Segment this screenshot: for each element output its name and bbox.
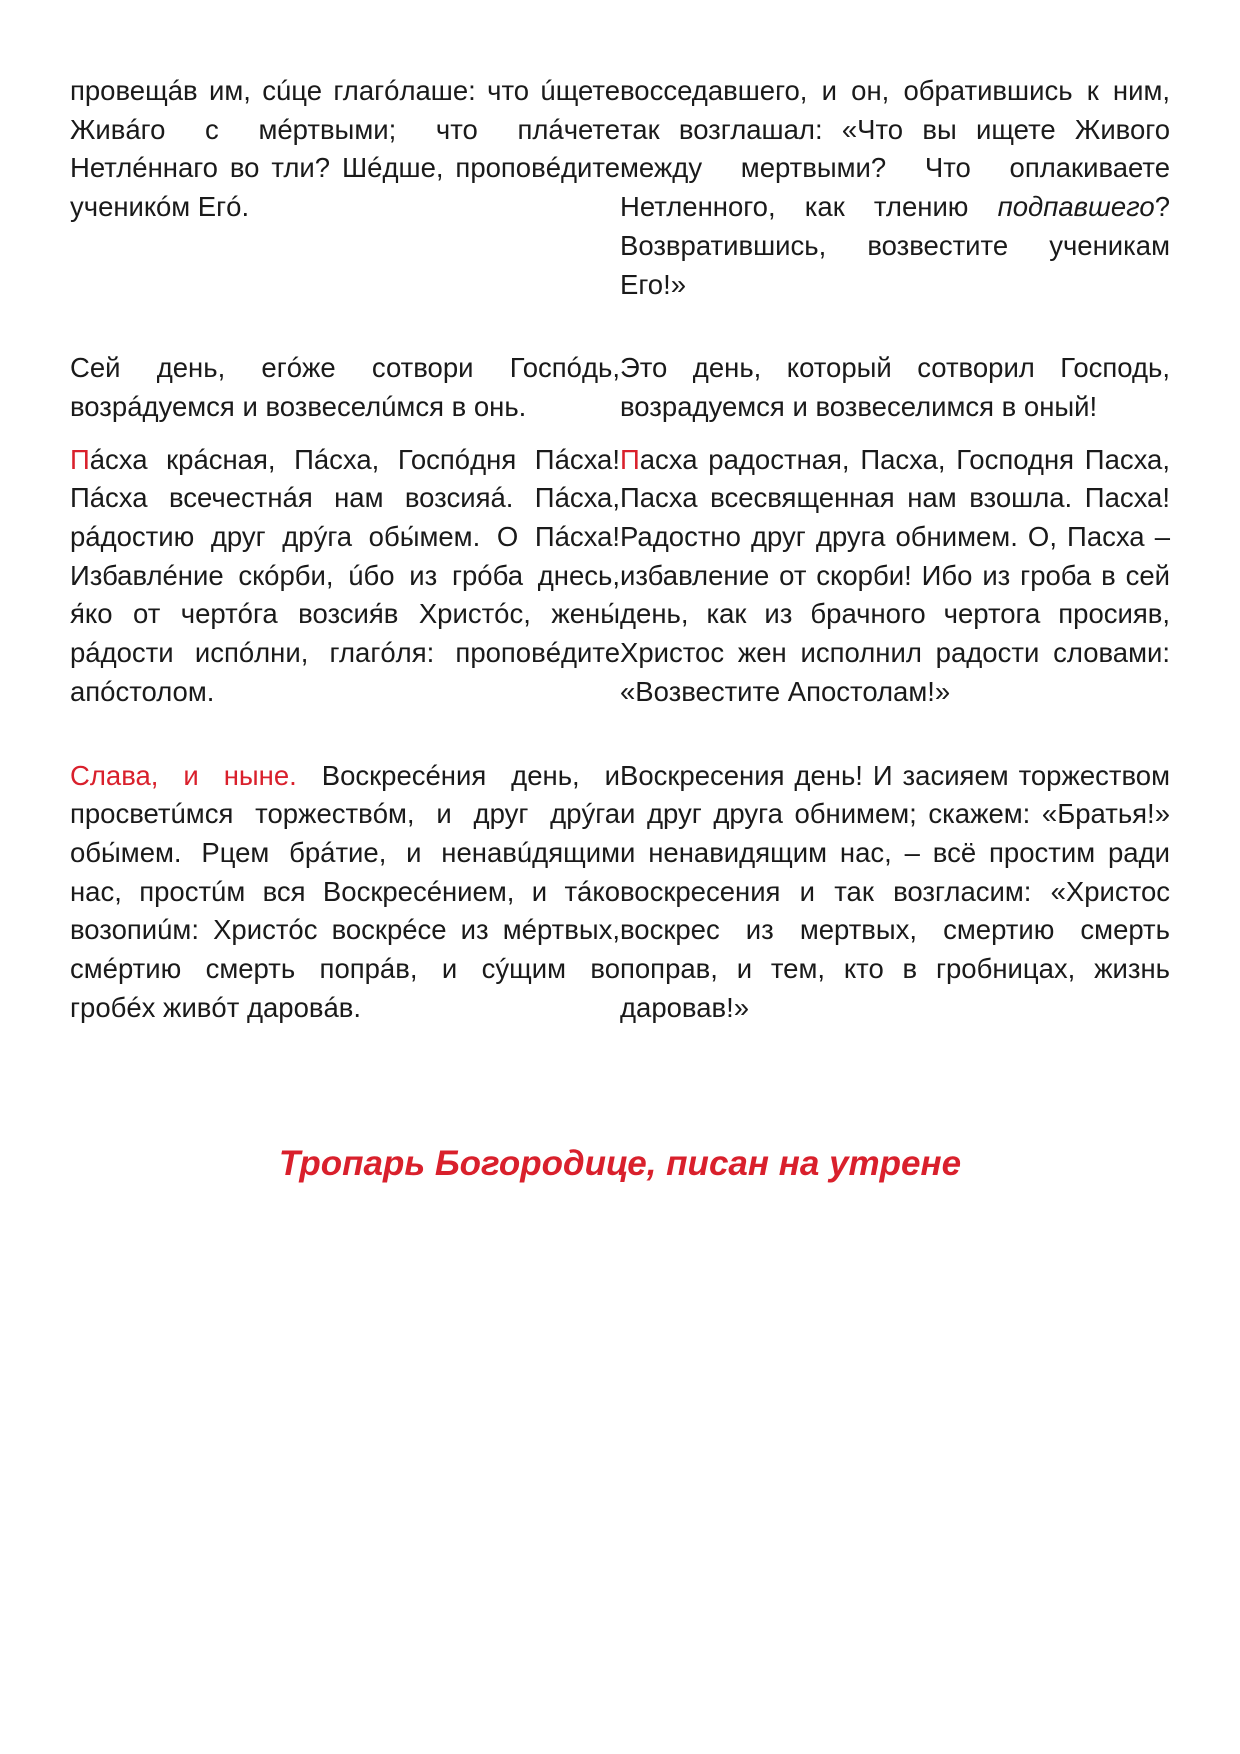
italic-word: подпавшего [997,191,1155,223]
text-block-row-3 [70,441,1170,712]
russian-translation-column [620,72,1170,304]
paragraph-text: провещáв им, сúце глагóлаше: что úщете Живáго с мéртвыми; что плáчете Нетлéннаго во тли? Шéдше, проповéдите ученикóм Егó. [70,75,620,223]
russian-translation-column [620,441,1170,712]
text-block-row-2 [70,349,1170,426]
russian-translation-column [620,349,1170,426]
paragraph-text: асха радостная, Пасха, Господня Пасха, Пасха всесвященная нам взошла. Пасха! Радостно друг друга обнимем. О, Пасха – избавление от скорби! Ибо из гроба в сей день, как из брачного чертога просияв, Христос жен исполнил радости словами: «Возвестите Апостолам!» [620,443,1170,707]
text-block-row-4 [70,757,1170,1028]
red-initial-letter: П [620,443,640,475]
paragraph-text: Сей день, егóже сотвори Госпóдь, возрáдуемся и возвеселúмся в онь. [70,352,620,422]
red-initial-letter: П [70,443,90,475]
paragraph-text: Это день, который сотворил Господь, возрадуемся и возвеселимся в оный! [620,352,1170,422]
paragraph-text: Воскресéния день, и просветúмся торжествóм, и друг дрýга обы́мем. Рцем брáтие, и ненавúдящим нас, простúм вся Воскресéнием, и тáко возопиúм: Христóс воскрéсе из мéртвых, смéртию смерть попрáв, и сýщим во гробéх живóт даровáв. [70,759,620,1023]
paragraph-text: Воскресения день! И засияем торжеством и друг друга обнимем; скажем: «Братья!» и ненавидящим нас, – всё простим ради воскресения и так возгласим: «Христос воскрес из мертвых, смертию смерть поправ, и тем, кто в гробницах, жизнь даровав!» [620,759,1170,1023]
section-heading: Тропарь Богородице, писан на утрене [278,1144,962,1183]
paragraph-text-end: ? Возвратившись, возвестите ученикам Его!» [620,191,1170,300]
church-slavonic-column [70,349,620,426]
church-slavonic-column [70,441,620,712]
russian-translation-column [620,757,1170,1028]
church-slavonic-column [70,757,620,1028]
paragraph-text: áсха крáсная, Пáсха, Госпóдня Пáсха! Пáсха всечестнáя нам возсияá. Пáсха, рáдостию друг дрýга обы́мем. О Пáсха! Избавлéние скóрби, úбо из грóба днесь, я́ко от чертóга возсия́в Христóс, жены́ рáдости испóлни, глагóля: проповéдите апóстолом. [70,443,620,707]
parallel-text-page [70,72,1170,1027]
red-rubric: Слава, и ныне. [70,759,297,791]
text-block-row-1 [70,72,1170,304]
paragraph-text: восседавшего, и он, обратившись к ним, так возглашал: «Что вы ищете Живого между мертвыми? Что оплакиваете Нетленного, как тлению [620,75,1170,223]
church-slavonic-column [70,72,620,304]
